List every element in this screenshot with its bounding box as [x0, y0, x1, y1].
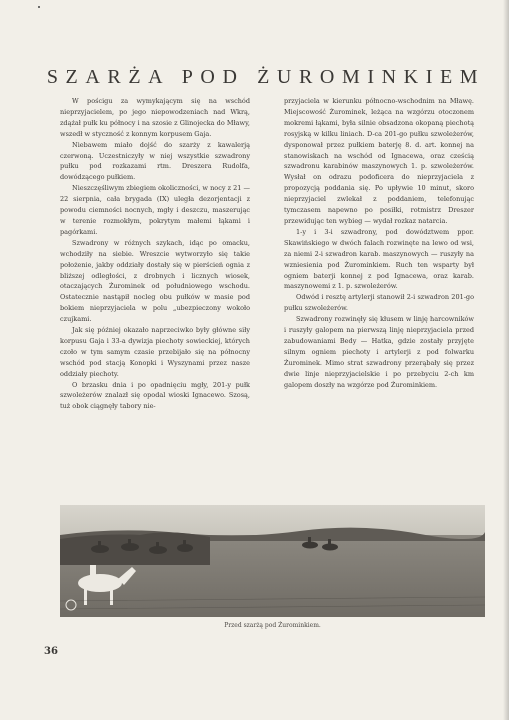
- paragraph: Szwadrony rozwinęły się kłusem w linję harcowników i ruszyły galopem na pierwszą linję nieprzyjaciela przed zabudowaniami Bedy — Hatka, gdzie zostały przyjęte silnym ogniem piechoty i artylerji z pod folwarku Żurominek. Mimo strat szwadrony przerąbały się przez dwie linje nieprzyjacielskie i po przebyciu 2-ch km galopem doszły na wzgórze pod Żurominkiem.: [284, 315, 474, 389]
- paragraph: Jak się później okazało naprzeciwko były główne siły korpusu Gaja i 33-a dywizja piechoty sowieckiej, których czoło w tym samym czasie przebijało się na północny wschód pod stacją Konopki i Wyszynami przez nasze oddziały piechoty.: [60, 326, 250, 378]
- text-column-left: [60, 96, 250, 412]
- page-mark: [38, 6, 40, 8]
- paragraph: Odwód i resztę artylerji stanowił 2-i szwadron 201-go pułku szwoleżerów.: [284, 293, 474, 313]
- paragraph: Szwadrony w różnych szykach, idąc po omacku, wchodziły na siebie. Wreszcie wytworzyło się takie położenie, jakby oddziały dostały się w pierścień ognia z bliższej odległości, z drobnych i licznych wiosek, otaczających Żurominek od południowego wschodu. Ostatecznie nastąpił nocleg obu pułków w masie pod bokiem nieprzyjaciela w polu „ubezpieczony wokoło czujkami.: [60, 238, 250, 324]
- page-edge-shadow: [503, 0, 509, 720]
- paragraph: Niebawem miało dojść do szarży z kawalerją czerwoną. Uczestniczyły w niej wszystkie szwadrony pułku pod rozkazami rtm. Dreszera Rudolfa, dowódzącego pułkiem.: [60, 140, 250, 182]
- paragraph: 1-y i 3-i szwadrony, pod dowództwem ppor. Skawińskiego w dwóch falach rozwinęte na lewo od wsi, za niemi 2-i szwadron karab. maszynowych — ruszyły na wzniesienia pod Żurominkiem. Ruch ten wsparty był ogniem baterji konnej z pod Ignacewa, oraz karab. maszynowemi z 1. p. szwoleżerów.: [284, 227, 474, 291]
- page-number: 36: [44, 646, 58, 657]
- paragraph: O brzasku dnia i po opadnięciu mgły, 201-y pułk szwoleżerów znalazł się opodal wioski Ignacewo. Szosą, tuż obok ciągnęły tabory nie-: [60, 380, 250, 411]
- paragraph: przyjaciela w kierunku północno-wschodnim na Mławę. Miejscowość Żurominek, leżąca na wzgórzu otoczonem mokremi łąkami, była silnie obsadzona okopaną piechotą rosyjską w kilku liniach. D-ca 201-go pułku szwoleżerów, dysponował przez pułkiem baterję 8. d. art. konnej na stanowiskach na wschód od Ignacewa, oraz cześcią szwadronu karabinów maszynowych 1. p. szwoleżerów. Wysłał on odrazu podoficera do nieprzyjaciela z propozycją poddania się. Po upływie 10 minut, skoro nieprzyjaciel zwlekał z poddaniem, telefonując tymczasem napewno po posiłki, rotmistrz Dreszer przewidując ten wybieg — wydał rozkaz natarcia.: [284, 97, 474, 225]
- cavalry-photo: [60, 505, 485, 617]
- text-column-right: [284, 96, 474, 390]
- photo-caption: Przed szarżą pod Żurominkiem.: [224, 622, 321, 629]
- paragraph: Nieszczęśliwym zbiegiem okoliczności, w nocy z 21 — 22 sierpnia, cała brygada (IX) uległa dezorjentacji z powodu ciemności nocnych, mgły i deszczu, maszerując w terenie rozmokłym, pokrytym małemi łąkami i pagórkami.: [60, 184, 250, 236]
- paragraph: W pościgu za wymykającym się na wschód nieprzyjacielem, po jego niepowodzeniach nad Wkrą, zdążał pułk ku północy i na szosie z Glinojecka do Mławy, wszedł w styczność z konnym korpusem Gaja.: [60, 97, 250, 138]
- page-title: SZARŻA POD ŻUROMINKIEM: [46, 66, 486, 88]
- cavalry-scene-image: [60, 505, 485, 617]
